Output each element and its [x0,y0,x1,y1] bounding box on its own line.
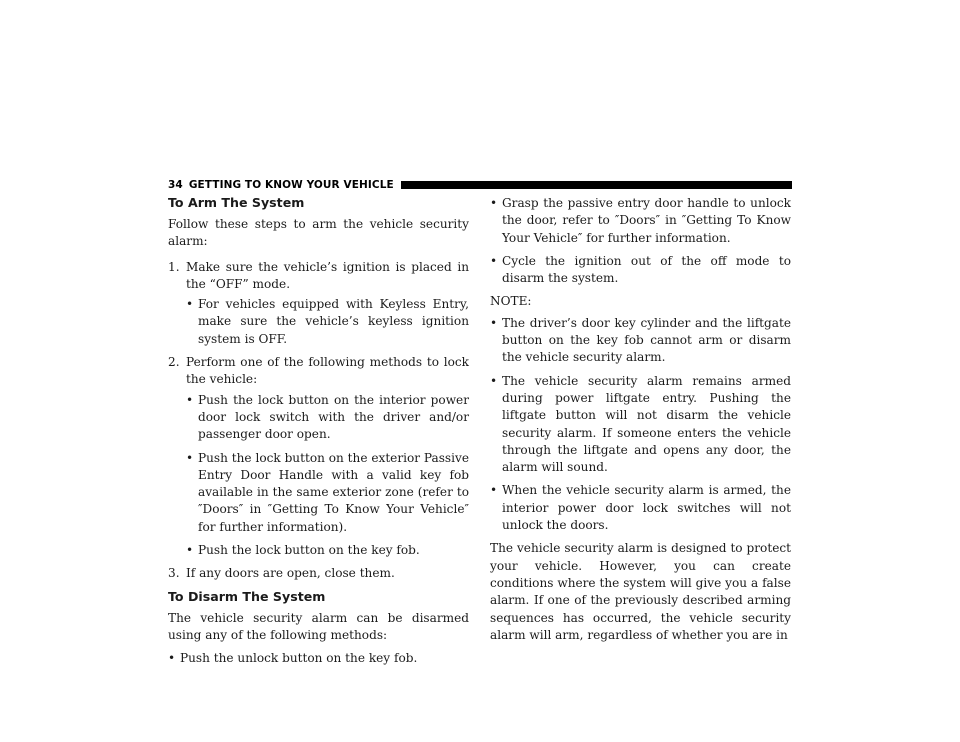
bullet-icon: • [490,196,498,210]
list-item: • Cycle the ignition out of the off mode to disarm the system. [490,253,791,288]
note-label: NOTE: [490,294,532,309]
arm-step-3 [168,565,469,582]
list-item: • The vehicle security alarm remains armed during power liftgate entry. Pushing the liftgate button will not disarm the vehicle security alarm. If someone enters the vehicle through the liftgate and opens any door, the alarm will sound. [490,373,791,477]
closing-paragraph: The vehicle security alarm is designed to protect your vehicle. However, you can create conditions where the system will give you a false alarm. If one of the previously described arming sequences has occurred, the vehicle security alarm will arm, regardless of whether you are in [490,541,791,642]
list-item: • Push the lock button on the key fob. [186,542,469,559]
left-column [168,195,469,674]
section-title: GETTING TO KNOW YOUR VEHICLE [188,179,394,191]
list-item: • The driver’s door key cylinder and the liftgate button on the key fob cannot arm or disarm the vehicle security alarm. [490,315,791,367]
step-text: If any doors are open, close them. [186,566,395,581]
arm-intro: Follow these steps to arm the vehicle security alarm: [168,217,469,249]
step-text: Make sure the vehicle’s ignition is placed in the “OFF” mode. [186,259,469,291]
bullet-icon: • [168,651,176,666]
header-rule [401,181,792,189]
page-header [168,178,792,192]
page-number: 34 [168,179,183,191]
list-item: • Push the lock button on the exterior Passive Entry Door Handle with a valid key fob available in the same exterior zone (refer to ″Doors″ in ″Getting To Know Your Vehicle″ for further information). [186,450,469,536]
bullet-icon: • [490,483,498,498]
step-number: 3. [168,566,180,581]
bullet-icon: • [490,315,498,330]
bullet-icon: • [186,543,194,558]
list-item: • Push the lock button on the interior power door lock switch with the driver and/or passenger door open. [186,392,469,444]
bullet-icon: • [186,392,194,407]
disarm-intro: The vehicle security alarm can be disarmed using any of the following methods: [168,610,469,642]
arm-heading: To Arm The System [168,195,305,210]
bullet-icon: • [186,450,194,465]
bullet-icon: • [186,297,194,312]
step-text: Perform one of the following methods to lock the vehicle: [186,355,469,387]
list-item: • Push the unlock button on the key fob. [168,650,469,667]
right-column [490,195,791,650]
list-item: • Grasp the passive entry door handle to unlock the door, refer to ″Doors″ in ″Getting To Know Your Vehicle″ for further information. [490,195,791,247]
step-number: 2. [168,355,180,370]
list-item: • For vehicles equipped with Keyless Entry, make sure the vehicle’s keyless ignition system is OFF. [186,296,469,348]
step-number: 1. [168,259,180,274]
disarm-heading: To Disarm The System [168,588,326,604]
bullet-icon: • [490,373,498,388]
arm-step-1 [168,259,469,294]
arm-step-2 [168,354,469,389]
list-item: • When the vehicle security alarm is armed, the interior power door lock switches will not unlock the doors. [490,482,791,534]
bullet-icon: • [490,253,498,268]
